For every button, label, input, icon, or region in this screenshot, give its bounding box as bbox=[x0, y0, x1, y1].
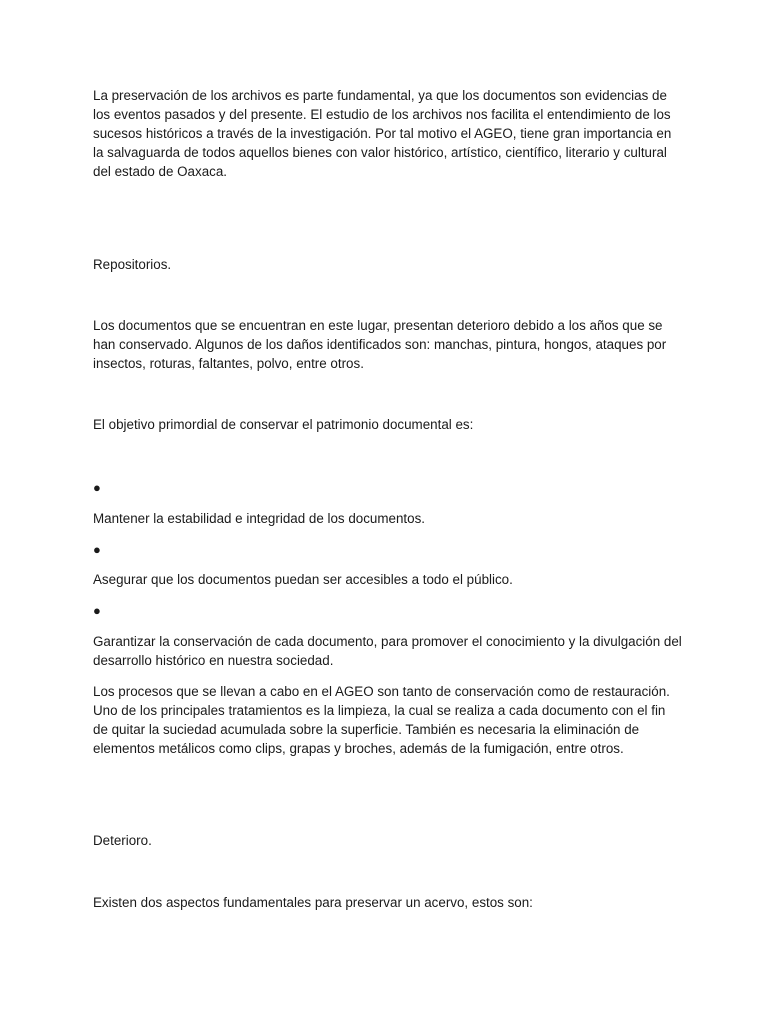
objective-item: Garantizar la conservación de cada documento, para promover el conocimiento y la divulgación del desarrollo histórico en nuestra sociedad. bbox=[93, 634, 682, 668]
bullet-icon: ● bbox=[93, 603, 101, 618]
procesos-paragraph: Los procesos que se llevan a cabo en el AGEO son tanto de conservación como de restauración. Uno de los principales tratamientos es la limpieza, la cual se realiza a cada documento con el fin de quitar la suciedad acumulada sobre la superficie. También es necesaria la eliminación de elementos metálicos como clips, grapas y broches, además de la fumigación, entre otros. bbox=[93, 684, 670, 756]
bullet-icon: ● bbox=[93, 542, 101, 557]
bullet-icon: ● bbox=[93, 480, 101, 495]
section-heading-repositorios: Repositorios. bbox=[93, 257, 172, 272]
objective-item: Asegurar que los documentos puedan ser accesibles a todo el público. bbox=[93, 572, 513, 587]
objective-intro-paragraph: El objetivo primordial de conservar el patrimonio documental es: bbox=[93, 417, 474, 432]
deterioro-paragraph: Existen dos aspectos fundamentales para preservar un acervo, estos son: bbox=[93, 895, 533, 910]
intro-paragraph: La preservación de los archivos es parte fundamental, ya que los documentos son evidencias de los eventos pasados y del presente. El estudio de los archivos nos facilita el entendimiento de los sucesos históricos a través de la investigación. Por tal motivo el AGEO, tiene gran importancia en la salvaguarda de todos aquellos bienes con valor histórico, artístico, científico, literario y cultural del estado de Oaxaca. bbox=[93, 88, 672, 179]
section-heading-deterioro: Deterioro. bbox=[93, 833, 152, 848]
repositorios-paragraph: Los documentos que se encuentran en este lugar, presentan deterioro debido a los años que se han conservado. Algunos de los daños identificados son: manchas, pintura, hongos, ataques por insectos, roturas, faltantes, polvo, entre otros. bbox=[93, 318, 667, 371]
objective-item: Mantener la estabilidad e integridad de los documentos. bbox=[93, 511, 426, 526]
